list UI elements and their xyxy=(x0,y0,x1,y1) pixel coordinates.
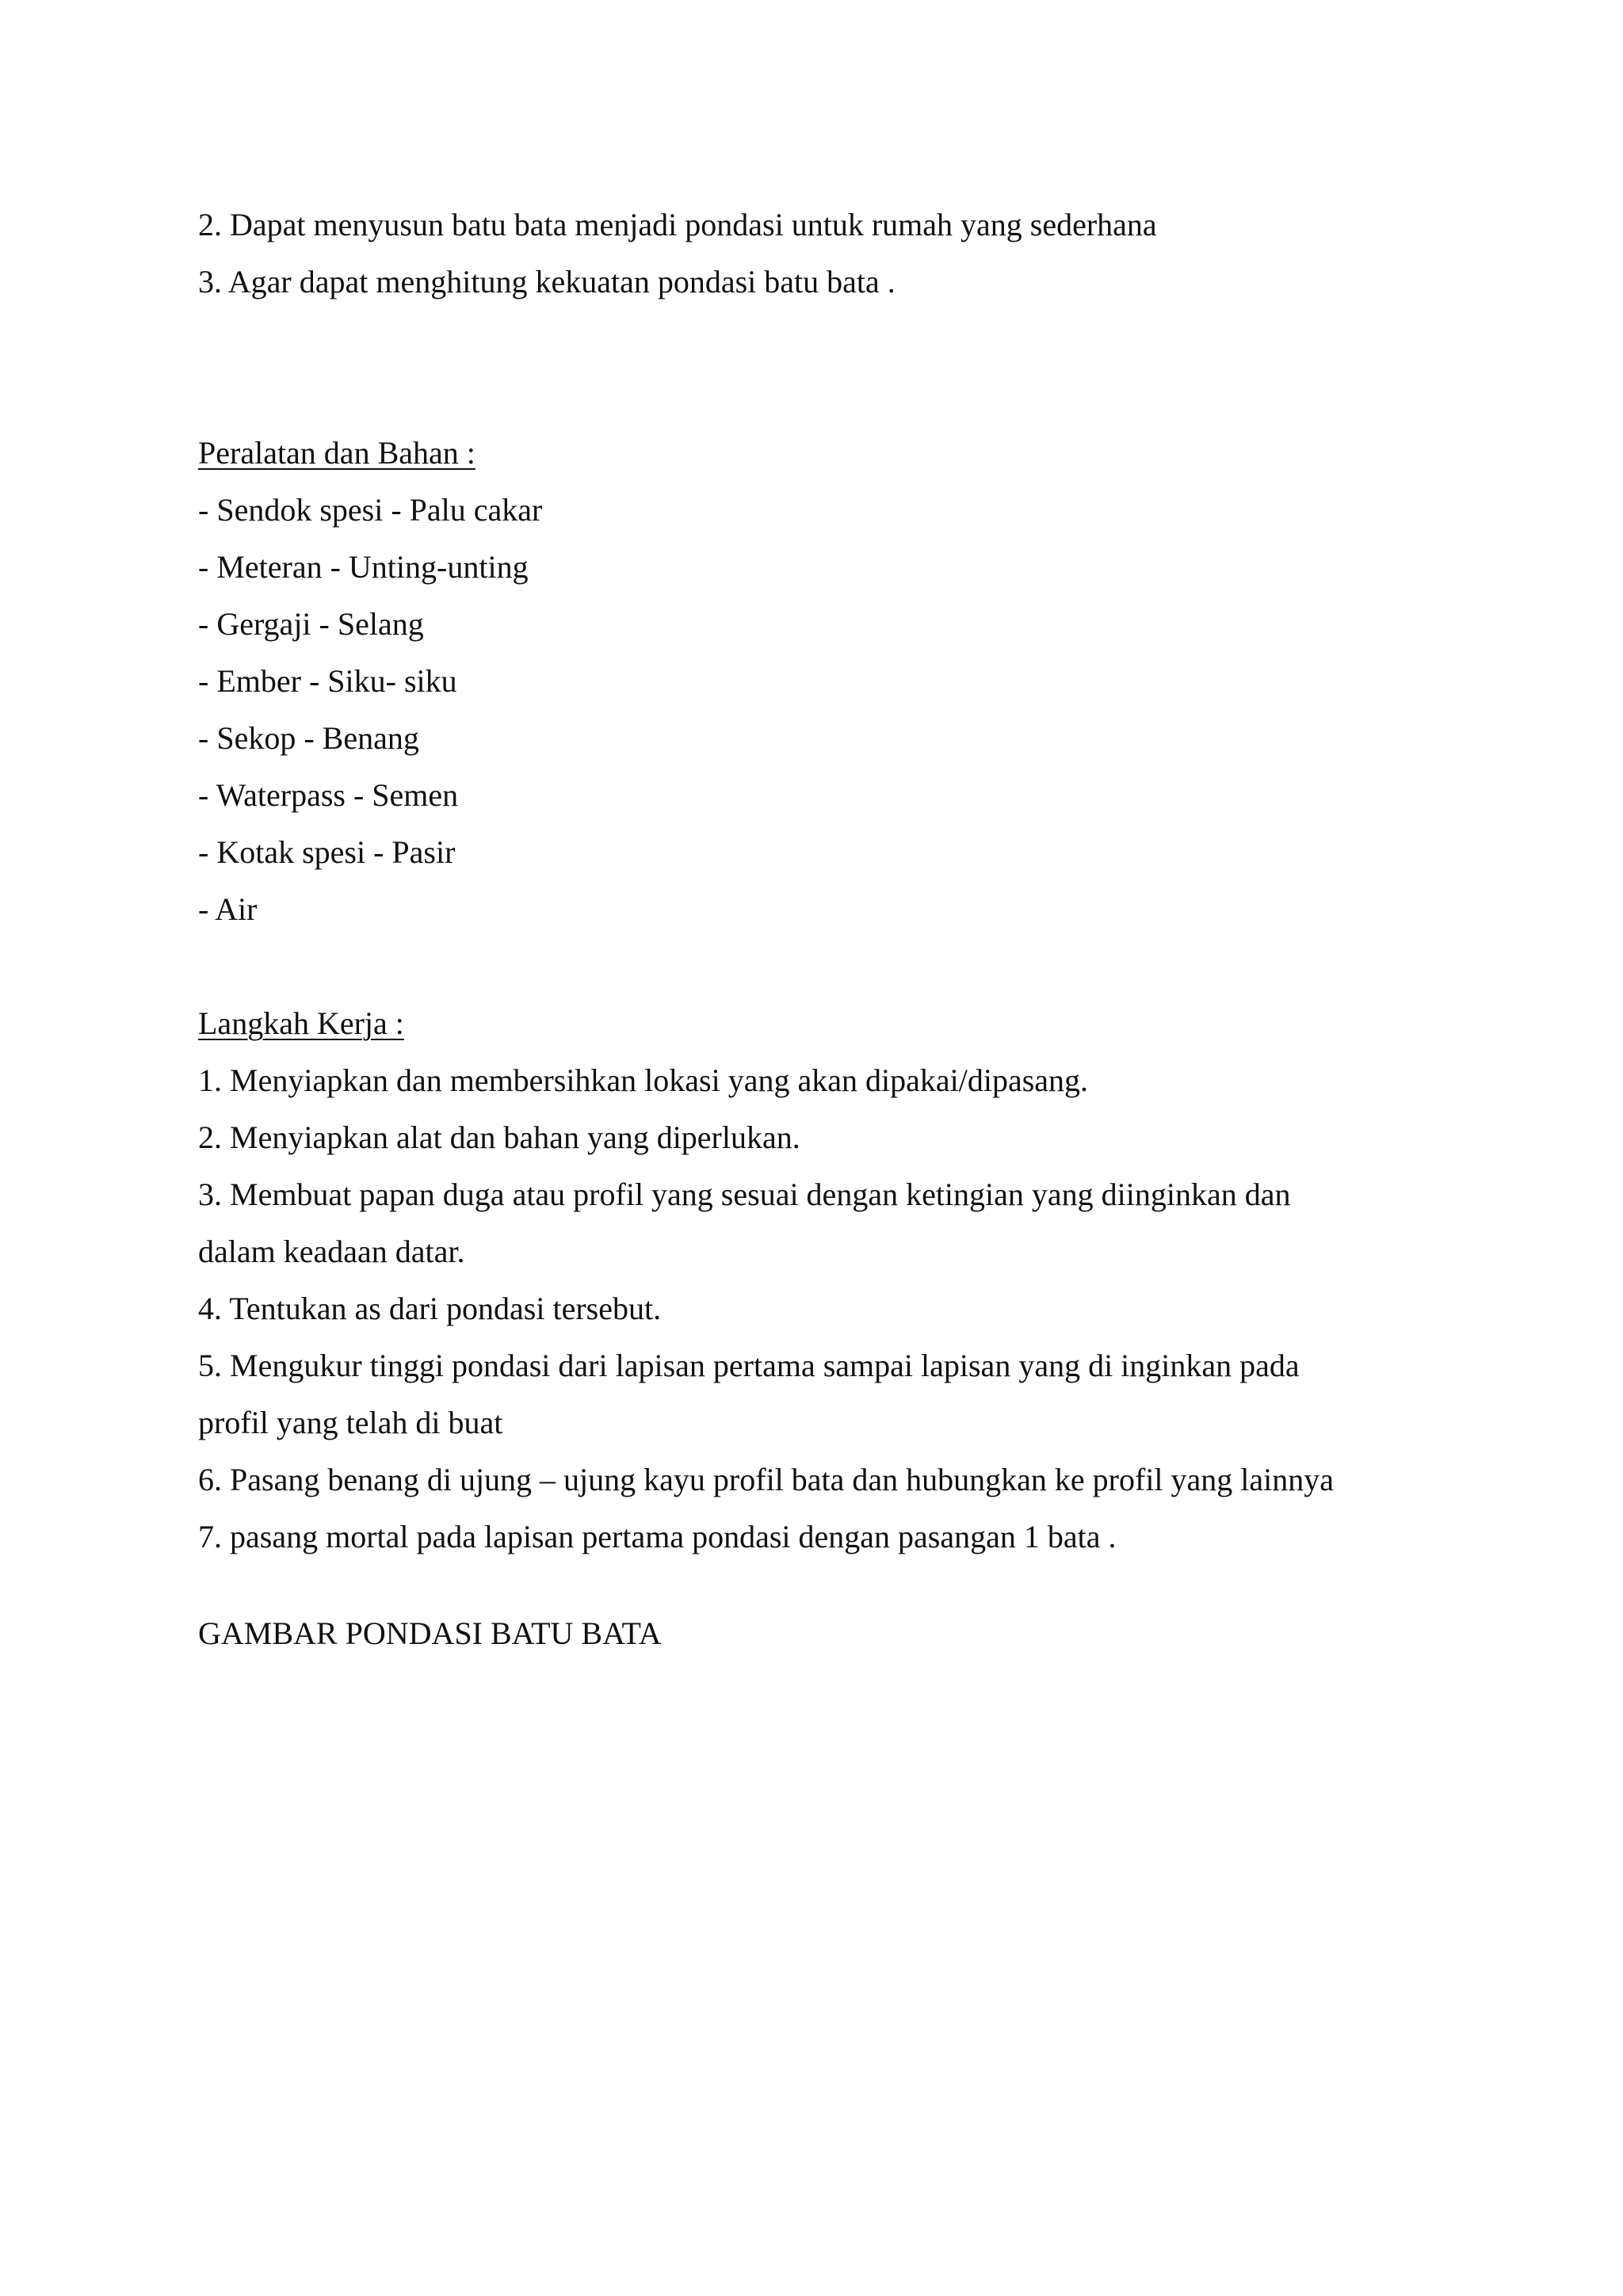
tools-list-item: - Air xyxy=(198,891,258,927)
step-line: dalam keadaan datar. xyxy=(198,1234,465,1269)
figure-caption: GAMBAR PONDASI BATU BATA xyxy=(198,1615,662,1651)
steps-list xyxy=(198,1052,1434,1566)
spacer xyxy=(198,311,1434,425)
steps-section xyxy=(198,995,1434,1566)
steps-heading: Langkah Kerja : xyxy=(198,1005,404,1041)
step-line: 7. pasang mortal pada lapisan pertama pondasi dengan pasangan 1 bata . xyxy=(198,1519,1117,1554)
step-line: 1. Menyiapkan dan membersihkan lokasi yang akan dipakai/dipasang. xyxy=(198,1062,1089,1098)
tools-list-item: - Sendok spesi - Palu cakar xyxy=(198,492,543,528)
spacer xyxy=(198,1566,1434,1605)
step-line: 2. Menyiapkan alat dan bahan yang diperlukan. xyxy=(198,1119,800,1155)
tools-list-item: - Waterpass - Semen xyxy=(198,777,459,813)
tools-heading: Peralatan dan Bahan : xyxy=(198,435,475,471)
tools-list-item: - Ember - Siku- siku xyxy=(198,663,457,699)
step-line: 3. Membuat papan duga atau profil yang sesuai dengan ketingian yang diinginkan dan xyxy=(198,1177,1291,1212)
tools-list-item: - Sekop - Benang xyxy=(198,720,419,756)
document-body xyxy=(198,196,1434,1662)
tools-list-item: - Kotak spesi - Pasir xyxy=(198,834,456,870)
step-line: 4. Tentukan as dari pondasi tersebut. xyxy=(198,1291,662,1326)
objective-item: 3. Agar dapat menghitung kekuatan pondasi batu bata . xyxy=(198,264,896,299)
step-line: profil yang telah di buat xyxy=(198,1405,503,1440)
spacer xyxy=(198,938,1434,995)
step-line: 5. Mengukur tinggi pondasi dari lapisan pertama sampai lapisan yang di inginkan pada xyxy=(198,1348,1300,1383)
tools-list-item: - Gergaji - Selang xyxy=(198,606,424,642)
objectives-list xyxy=(198,196,1434,311)
objective-item: 2. Dapat menyusun batu bata menjadi pondasi untuk rumah yang sederhana xyxy=(198,207,1157,242)
tools-list-item: - Meteran - Unting-unting xyxy=(198,549,529,585)
step-line: 6. Pasang benang di ujung – ujung kayu profil bata dan hubungkan ke profil yang lainnya xyxy=(198,1462,1335,1497)
tools-list xyxy=(198,482,1434,938)
tools-section xyxy=(198,425,1434,938)
